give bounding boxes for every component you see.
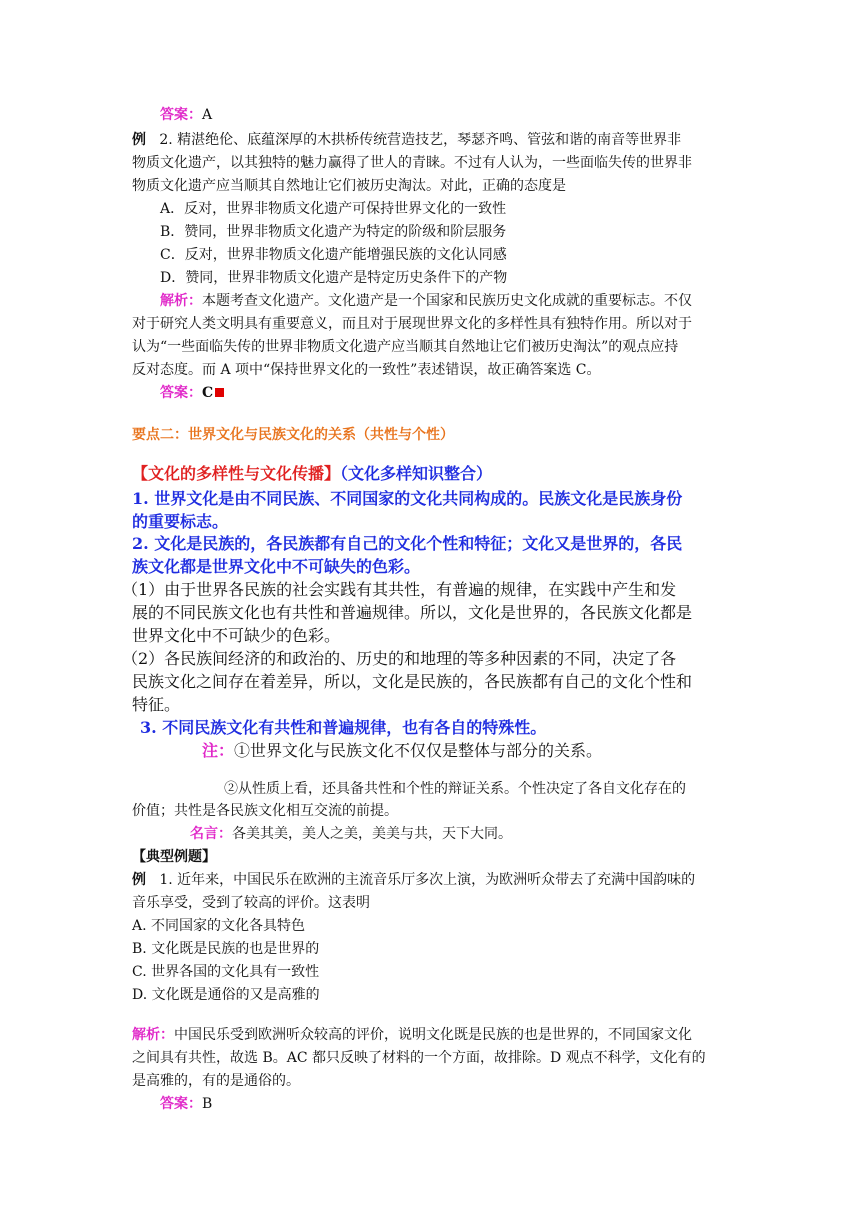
example-label: 例 xyxy=(132,872,146,888)
typical-analysis-line-3: 是高雅的，有的是通俗的。 xyxy=(132,1073,300,1089)
typical-answer xyxy=(160,1093,760,1116)
note-2-line-2: 价值；共性是各民族文化相互交流的前提。 xyxy=(132,803,398,819)
ex2-analysis-line-3: 认为“一些面临失传的世界非物质文化遗产应当顺其自然地让它们被历史淘汰”的观点应持 xyxy=(132,339,679,355)
ex2-stem-line-1 xyxy=(132,129,732,152)
point-4-line-1: （2）各民族间经济的和政治的、历史的和地理的等多种因素的不同，决定了各 xyxy=(122,649,677,668)
ex2-stem-line-2: 物质文化遗产，以其独特的魅力赢得了世人的青睐。不过有人认为，一些面临失传的世界非 xyxy=(132,155,692,171)
ex2-answer xyxy=(160,382,760,405)
ex2-option-d: D．赞同，世界非物质文化遗产是特定历史条件下的产物 xyxy=(160,270,508,286)
typical-stem-line-2: 音乐享受，受到了较高的评价。这表明 xyxy=(132,895,370,911)
note-1 xyxy=(202,739,802,763)
point-4-line-2: 民族文化之间存在着差异，所以，文化是民族的，各民族都有自己的文化个性和 xyxy=(132,672,693,691)
point-4-line-3: 特征。 xyxy=(132,695,181,714)
ex2-analysis-line-2: 对于研究人类文明具有重要意义，而且对于展现世界文化的多样性具有独特作用。所以对于 xyxy=(132,316,692,332)
knowledge-title xyxy=(132,462,732,486)
ex2-analysis-line-4: 反对态度。而 A 项中“保持世界文化的一致性”表述错误，故正确答案选 C。 xyxy=(132,362,601,378)
example-label: 例 xyxy=(132,132,146,148)
note-label: 注： xyxy=(202,741,235,760)
answer-label: 答案： xyxy=(160,385,202,401)
point-2-line-2: 族文化都是世界文化中不可缺失的色彩。 xyxy=(132,557,421,576)
quote-text: 各美其美，美人之美，美美与共，天下大同。 xyxy=(232,826,512,842)
knowledge-title-blue: （文化多样知识整合） xyxy=(340,464,493,483)
analysis-text: 中国民乐受到欧洲听众较高的评价，说明文化既是民族的也是世界的，不同国家文化 xyxy=(174,1027,692,1043)
point-1-line-2: 的重要标志。 xyxy=(132,512,229,531)
quote-label: 名言： xyxy=(190,826,232,842)
ex2-stem-text: 2. 精湛绝伦、底蕴深厚的木拱桥传统营造技艺，琴瑟齐鸣、管弦和谐的南音等世界非 xyxy=(159,132,682,148)
note-1-text: ①世界文化与民族文化不仅仅是整体与部分的关系。 xyxy=(234,741,603,760)
end-mark-icon xyxy=(215,388,224,397)
ex2-option-b: B．赞同，世界非物质文化遗产为特定的阶级和阶层服务 xyxy=(160,224,507,240)
answer-label: 答案： xyxy=(160,107,202,123)
typical-option-b: B. 文化既是民族的也是世界的 xyxy=(132,941,320,957)
point-5: 3. 不同民族文化有共性和普遍规律，也有各自的特殊性。 xyxy=(140,718,547,737)
ex2-option-a: A．反对，世界非物质文化遗产可保持世界文化的一致性 xyxy=(160,201,507,217)
section-title xyxy=(132,424,732,447)
section-title-text: 要点二：世界文化与民族文化的关系（共性与个性） xyxy=(132,427,454,443)
typical-analysis-line-2: 之间具有共性，故选 B。AC 都只反映了材料的一个方面，故排除。D 观点不科学，文化有的 xyxy=(132,1050,706,1066)
point-1-line-1: 1. 世界文化是由不同民族、不同国家的文化共同构成的。民族文化是民族身份 xyxy=(132,489,683,508)
quote xyxy=(190,823,790,846)
typical-option-c: C. 世界各国的文化具有一致性 xyxy=(132,964,320,980)
point-3-line-1: （1）由于世界各民族的社会实践有其共性，有普遍的规律，在实践中产生和发 xyxy=(122,580,677,599)
typical-analysis-line-1 xyxy=(132,1024,732,1047)
answer-value: A xyxy=(202,107,213,123)
answer-label: 答案： xyxy=(160,1096,202,1112)
analysis-label: 解析： xyxy=(160,293,202,309)
typical-option-a: A. 不同国家的文化各具特色 xyxy=(132,918,306,934)
typical-stem-text: 1. 近年来，中国民乐在欧洲的主流音乐厅多次上演，为欧洲听众带去了充满中国韵味的 xyxy=(159,872,696,888)
typical-option-d: D. 文化既是通俗的又是高雅的 xyxy=(132,987,320,1003)
typical-stem-line-1 xyxy=(132,869,732,892)
knowledge-title-red: 【文化的多样性与文化传播】 xyxy=(132,464,341,483)
ex2-analysis-line-1 xyxy=(160,290,760,313)
point-3-line-2: 展的不同民族文化也有共性和普遍规律。所以，文化是世界的，各民族文化都是 xyxy=(132,603,693,622)
analysis-text: 本题考查文化遗产。文化遗产是一个国家和民族历史文化成就的重要标志。不仅 xyxy=(202,293,692,309)
ex1-answer xyxy=(160,104,760,127)
ex2-option-c: C．反对，世界非物质文化遗产能增强民族的文化认同感 xyxy=(160,247,507,263)
ex2-stem-line-3: 物质文化遗产应当顺其自然地让它们被历史淘汰。对此，正确的态度是 xyxy=(132,178,566,194)
typical-title: 【典型例题】 xyxy=(132,849,216,865)
point-2-line-1: 2. 文化是民族的，各民族都有自己的文化个性和特征；文化又是世界的，各民 xyxy=(132,534,683,553)
note-2-line-1: ②从性质上看，还具备共性和个性的辩证关系。个性决定了各自文化存在的 xyxy=(224,781,686,797)
analysis-label: 解析： xyxy=(132,1027,174,1043)
point-3-line-3: 世界文化中不可缺少的色彩。 xyxy=(132,626,341,645)
answer-value: C xyxy=(202,385,214,401)
answer-value: B xyxy=(202,1096,213,1112)
